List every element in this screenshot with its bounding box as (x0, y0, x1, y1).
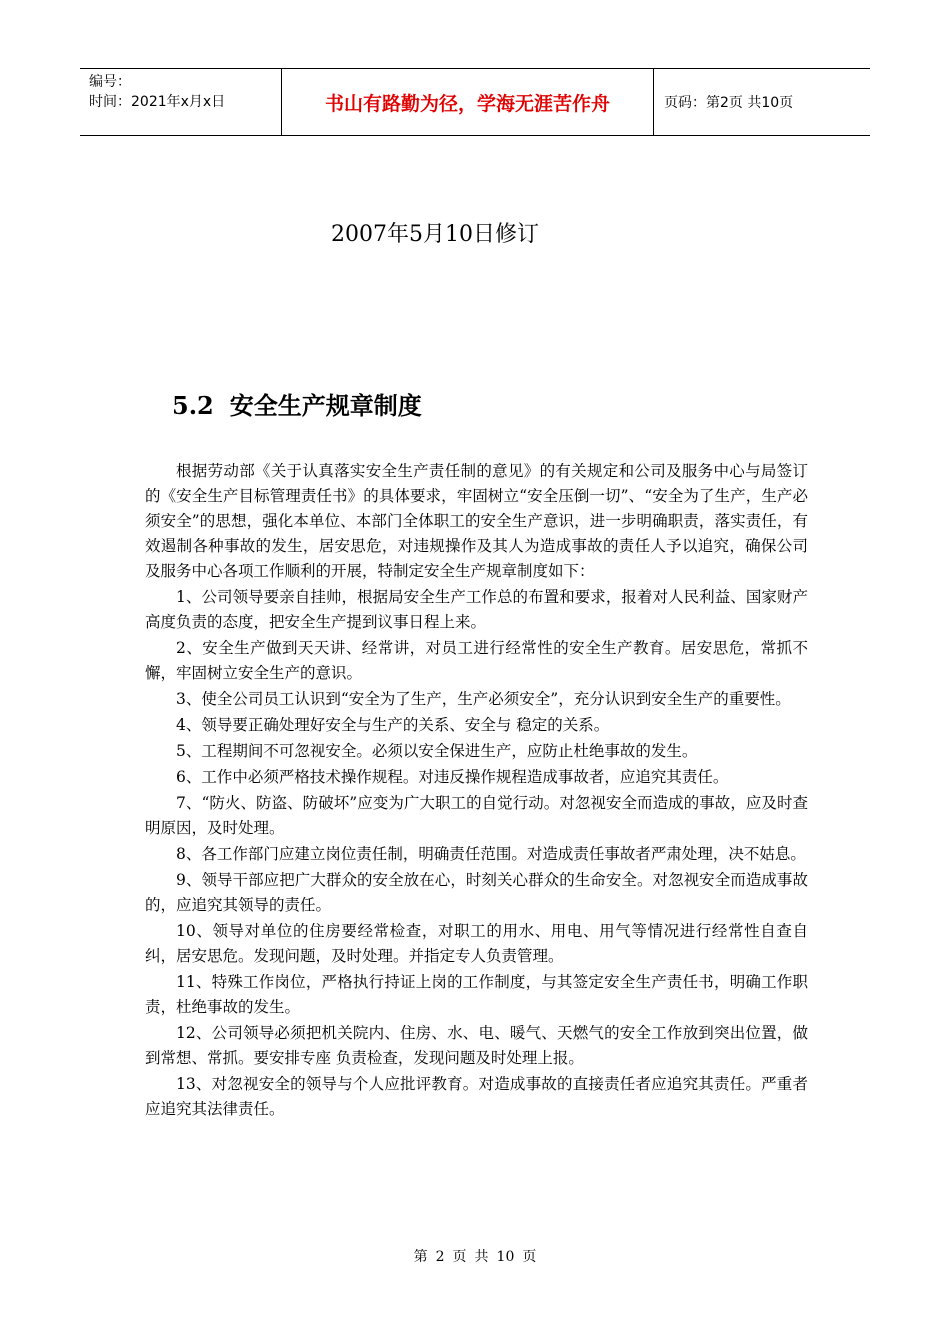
footer-ye: 页 (452, 1249, 467, 1265)
footer-gong: 共 (474, 1249, 489, 1265)
intro-paragraph: 根据劳动部《关于认真落实安全生产责任制的意见》的有关规定和公司及服务中心与局签订的《安全生产目标管理责任书》的具体要求，牢固树立“安全压倒一切”、“安全为了生产，生产必须安全”的思想，强化本单位、本部门全体职工的安全生产意识，进一步明确职责，落实责任，有效遏制各种事故的发生，居安思危，对违规操作及其人为造成事故的责任人予以追究，确保公司及服务中心各项工作顺利的开展，特制定安全生产规章制度如下： (145, 462, 808, 580)
footer-total-pages: 10 (496, 1249, 515, 1265)
rule-item: 3、使全公司员工认识到“安全为了生产，生产必须安全”，充分认识到安全生产的重要性。 (176, 690, 791, 708)
rule-item: 8、各工作部门应建立岗位责任制，明确责任范围。对造成责任事故者严肃处理，决不姑息。 (176, 845, 806, 863)
footer-ye-end: 页 (522, 1249, 537, 1265)
rule-item: 6、工作中必须严格技术操作规程。对违反操作规程造成事故者，应追究其责任。 (176, 768, 729, 786)
rule-item: 4、领导要正确处理好安全与生产的关系、安全与 稳定的关系。 (176, 716, 610, 734)
section-heading (172, 386, 422, 421)
header-motto: 书山有路勤为径，学海无涯苦作舟 (282, 69, 654, 135)
footer-di: 第 (413, 1249, 428, 1265)
rule-item: 11、特殊工作岗位，严格执行持证上岗的工作制度，与其签定安全生产责任书，明确工作职责，杜绝事故的发生。 (145, 973, 808, 1016)
rule-item: 13、对忽视安全的领导与个人应批评教育。对造成事故的直接责任者应追究其责任。严重者应追究其法律责任。 (145, 1075, 808, 1118)
header-meta (80, 69, 282, 135)
header-page-label: 页码：第2页 共10页 (664, 95, 794, 111)
document-header (80, 68, 870, 136)
rule-item: 9、领导干部应把广大群众的安全放在心，时刻关心群众的生命安全。对忽视安全而造成事故的，应追究其领导的责任。 (145, 871, 808, 914)
date-label: 时间：2021年x月x日 (89, 94, 226, 110)
footer-page-number: 2 (435, 1249, 445, 1265)
rule-item: 10、领导对单位的住房要经常检查，对职工的用水、用电、用气等情况进行经常性自查自纠，居安思危。发现问题，及时处理。并指定专人负责管理。 (145, 922, 808, 965)
rule-item: 2、安全生产做到天天讲、经常讲，对员工进行经常性的安全生产教育。居安思危，常抓不懈，牢固树立安全生产的意识。 (145, 639, 808, 682)
rule-item: 7、“防火、防盗、防破坏”应变为广大职工的自觉行动。对忽视安全而造成的事故，应及时查明原因，及时处理。 (145, 794, 808, 837)
rule-item: 5、工程期间不可忽视安全。必须以安全保进生产，应防止杜绝事故的发生。 (176, 742, 698, 760)
rule-item: 12、公司领导必须把机关院内、住房、水、电、暖气、天燃气的安全工作放到突出位置，做到常想、常抓。要安排专座 负责检查，发现问题及时处理上报。 (145, 1024, 808, 1067)
page-footer (0, 1246, 950, 1266)
revision-date: 2007年5月10日修订 (331, 222, 539, 247)
code-label: 编号： (89, 74, 131, 90)
rule-item: 1、公司领导要亲自挂帅，根据局安全生产工作总的布置和要求，报着对人民利益、国家财产高度负责的态度，把安全生产提到议事日程上来。 (145, 588, 808, 631)
section-number: 5.2 (172, 391, 214, 420)
section-title: 安全生产规章制度 (229, 392, 422, 420)
body-text (145, 459, 808, 1123)
